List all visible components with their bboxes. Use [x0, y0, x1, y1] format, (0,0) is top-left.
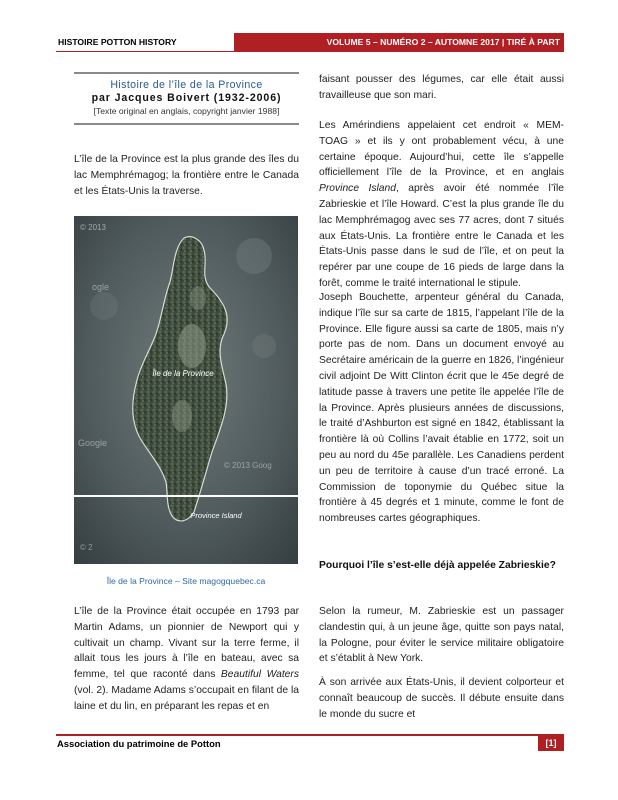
island-satellite-image — [74, 216, 298, 564]
map-watermark: ogle — [92, 282, 110, 292]
issue-banner: VOLUME 5 – NUMÉRO 2 – AUTOMNE 2017 | TIRÉ À PART — [234, 33, 564, 51]
right-paragraph-2: Les Amérindiens appelaient cet endroit « MEM-TOAG » et ils y ont probablement vécu, à une certaine époque. Aujourd’hui, cette île s’appelle officiellement l’île de la Province, et en anglais Province Island, après avoir été nommée l’île Zabrieskie et l’île Howard. C’est la plus grande île du lac Memphrémagog avec ses 77 acres, dont 7 situés aux États-Unis. La frontière entre le Canada et les États-Unis passe dans le sud de l’île, et on peut la repérer par une coupe de 16 pieds de large dans la forêt, comme le traité international le stipule. — [319, 120, 564, 289]
book-title: Beautiful Waters — [220, 669, 299, 681]
map-watermark: © 2013 — [80, 223, 106, 232]
right-paragraph-5: À son arrivée aux États-Unis, il devient colporteur et connaît beaucoup de succès. Il débute ensuite dans le monde du sucre et — [319, 677, 564, 720]
publication-title: HISTOIRE POTTON HISTORY — [58, 37, 177, 47]
article-title: Histoire de l’île de la Province — [110, 79, 263, 91]
map-watermark: Google — [78, 438, 108, 448]
article-byline: par Jacques Boivert (1932-2006) — [91, 92, 282, 104]
right-paragraph-3: Joseph Bouchette, arpenteur général du Canada, indique l’île sur sa carte de 1815, l’appelant l’île de la Province. Elle figure aussi sa carte de 1805, mais n’y porte pas de nom. Dans un document envoyé au Secrétaire américain de la guerre en 1826, l’ingénieur civil adjoint De Witt Clinton écrit que le 45e degré de latitude passe à travers une petite île appelée l’île de la Province. Après plusieurs années de discussions, le traité d’Ashburton est signé en 1842, établissant la frontière là où Collins l’avait établie en 1772, soit un peu au nord du 45e parallèle. Les Canadiens perdent un peu de territoire à cause d’un tracé erroné. La Commission de toponymie du Québec situe la frontière à 45 degrés et 1 minute, comme le font de nombreuses cartes géographiques. — [319, 292, 564, 525]
map-label-island: Île de la Province — [152, 369, 214, 378]
island-english-name: Province Island — [319, 183, 396, 195]
article-note: [Texte original en anglais, copyright janvier 1988] — [93, 106, 280, 116]
title-bottom-rule — [74, 123, 299, 125]
footer-rule — [56, 734, 564, 736]
image-caption: Île de la Province – Site magogquebec.ca — [106, 576, 266, 586]
footer-publisher: Association du patrimoine de Potton — [57, 738, 221, 749]
right-paragraph-1: faisant pousser des légumes, car elle était aussi travailleuse que son mari. — [319, 74, 564, 101]
title-top-rule — [74, 72, 299, 74]
right-paragraph-4: Selon la rumeur, M. Zabrieskie est un passager clandestin qui, à un jeune âge, quitte son pays natal, la Pologne, pour éviter le service militaire obligatoire et s’établit à New York. — [319, 606, 564, 665]
map-watermark: © 2013 Goog — [224, 461, 272, 470]
page-number: [1] — [538, 736, 564, 751]
left-paragraph-1: L’île de la Province est la plus grande des îles du lac Memphrémagog; la frontière entre le Canada et les États-Unis la traverse. — [74, 154, 299, 197]
left-paragraph-2: L’île de la Province était occupée en 1793 par Martin Adams, un pionnier de Newport qui y cultivait un champ. Vivant sur la terre ferme, il allait tous les jours à l’île en bateau, avec sa femme, tel que raconté dans Beautiful Waters (vol. 2). Madame Adams s’occupait en filant de la laine et du lin, en préparant les repas et en — [74, 606, 299, 712]
map-watermark: © 2 — [80, 543, 93, 552]
header-rule — [56, 51, 564, 52]
section-heading: Pourquoi l’île s’est-elle déjà appelée Zabrieskie? — [319, 560, 556, 571]
map-label-island-en: Province Island — [190, 511, 242, 520]
page-header — [56, 33, 564, 51]
article-title-block — [74, 72, 299, 128]
